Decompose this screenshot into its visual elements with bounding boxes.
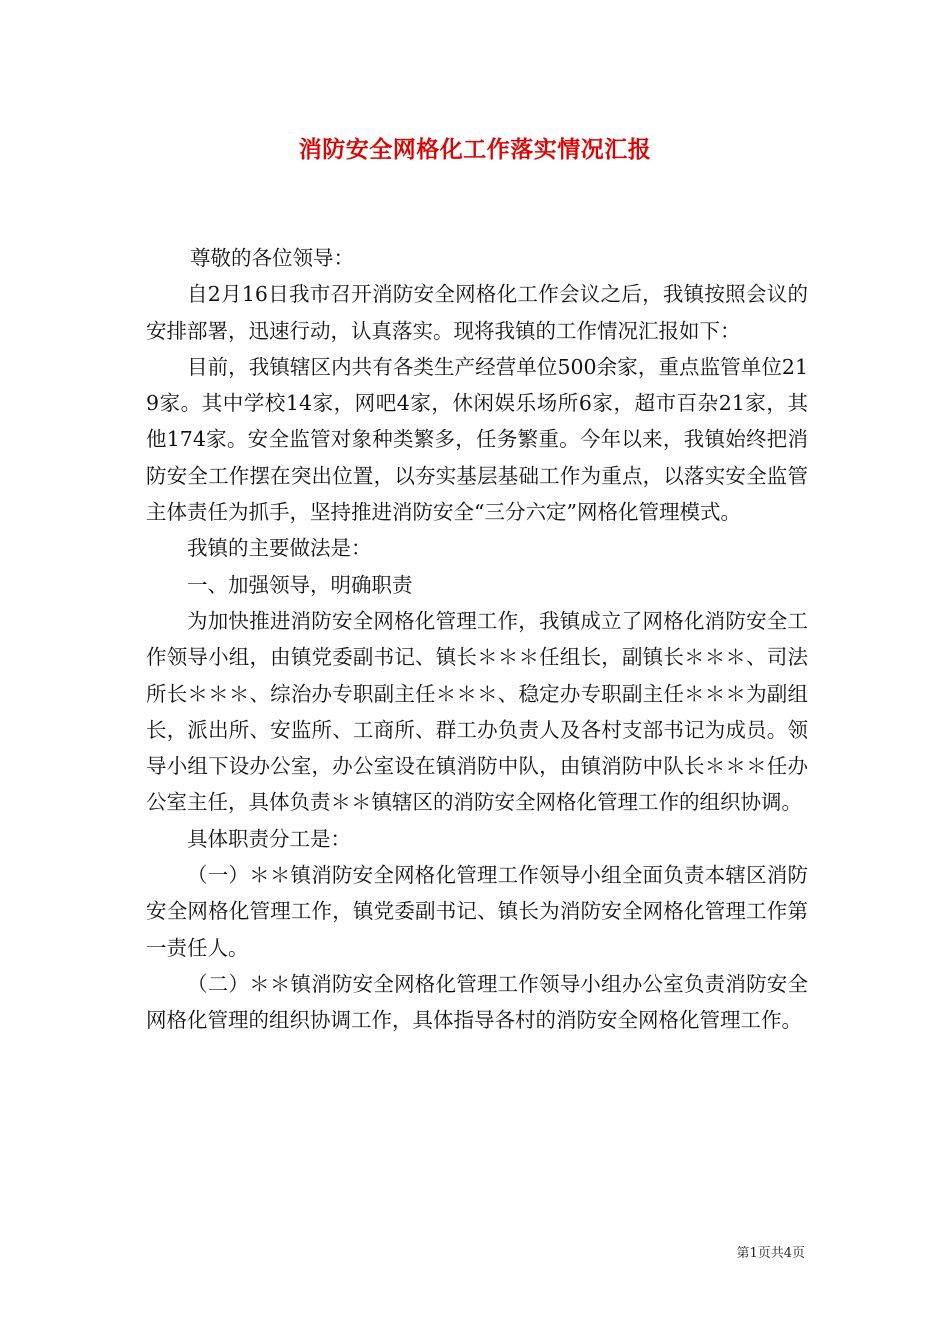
greeting-paragraph: 尊敬的各位领导： (190, 246, 355, 270)
page-number-footer: 第1页共4页 (736, 1246, 805, 1261)
status-paragraph: 目前，我镇辖区内共有各类生产经营单位500余家，重点监管单位219家。其中学校14家，网吧4家，休闲娱乐场所6家，超市百杂21家，其他174家。安全监管对象种类繁多，任务繁重。今年以来，我镇始终把消防安全工作摆在突出位置，以夯实基层基础工作为重点，以落实安全监管主体责任为抓手，坚持推进消防安全“三分六定”网格化管理模式。 (146, 354, 808, 525)
leadership-paragraph: 为加快推进消防安全网格化管理工作，我镇成立了网格化消防安全工作领导小组，由镇党委副书记、镇长＊＊＊任组长，副镇长＊＊＊、司法所长＊＊＊、综治办专职副主任＊＊＊、稳定办专职副主任＊＊＊为副组长，派出所、安监所、工商所、群工办负责人及各村支部书记为成员。领导小组下设办公室，办公室设在镇消防中队，由镇消防中队长＊＊＊任办公室主任，具体负责＊＊镇辖区的消防安全网格化管理工作的组织协调。 (146, 608, 808, 815)
document-title: 消防安全网格化工作落实情况汇报 (298, 136, 652, 163)
intro-paragraph: 自2月16日我市召开消防安全网格化工作会议之后，我镇按照会议的安排部署，迅速行动，认真落实。现将我镇的工作情况汇报如下： (146, 282, 808, 343)
document-body (146, 240, 808, 1039)
duties-heading-paragraph: 具体职责分工是： (187, 826, 351, 851)
section-heading-1: 一、加强领导，明确职责 (187, 572, 413, 597)
duty-item-1: （一）＊＊镇消防安全网格化管理工作领导小组全面负责本辖区消防安全网格化管理工作，镇党委副书记、镇长为消防安全网格化管理工作第一责任人。 (146, 863, 808, 960)
methods-heading-paragraph: 我镇的主要做法是： (187, 536, 372, 561)
duty-item-2: （二）＊＊镇消防安全网格化管理工作领导小组办公室负责消防安全网格化管理的组织协调工作，具体指导各村的消防安全网格化管理工作。 (146, 971, 808, 1033)
